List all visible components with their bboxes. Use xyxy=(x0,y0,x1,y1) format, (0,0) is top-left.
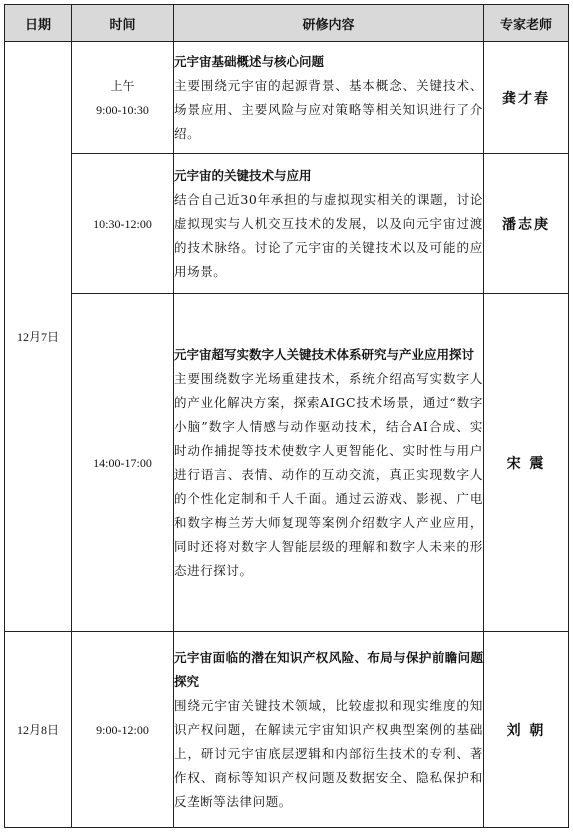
session-title: 元宇宙面临的潜在知识产权风险、布局与保护前瞻问题探究 xyxy=(174,649,483,689)
time-cell xyxy=(72,154,174,294)
expert-name: 刘 朝 xyxy=(484,632,569,828)
table-row xyxy=(5,632,569,828)
date-cell-dec8: 12月8日 xyxy=(5,632,72,828)
table-row xyxy=(5,294,569,632)
content-cell xyxy=(174,294,484,632)
content-cell xyxy=(174,154,484,294)
table-row xyxy=(5,154,569,294)
expert-name: 宋 震 xyxy=(484,294,569,632)
expert-name: 潘志庚 xyxy=(484,154,569,294)
header-time: 时间 xyxy=(72,5,174,42)
table-row xyxy=(5,42,569,154)
session-description: 结合自己近30年承担的与虚拟现实相关的课题，讨论虚拟现实与人机交互技术的发展，以及向元宇宙过渡的技术脉络。讨论了元宇宙的关键技术以及可能的应用场景。 xyxy=(174,191,483,279)
time-cell xyxy=(72,632,174,828)
expert-name: 龚才春 xyxy=(484,42,569,154)
date-cell-dec7: 12月7日 xyxy=(5,42,72,632)
content-cell xyxy=(174,42,484,154)
session-description: 主要围绕元宇宙的起源背景、基本概念、关键技术、场景应用、主要风险与应对策略等相关知识进行了介绍。 xyxy=(174,77,483,141)
header-row xyxy=(5,5,569,42)
time-range: 14:00-17:00 xyxy=(93,455,152,470)
header-content: 研修内容 xyxy=(174,5,484,42)
header-expert: 专家老师 xyxy=(484,5,569,42)
time-cell xyxy=(72,42,174,154)
session-description: 主要围绕数字光场重建技术，系统介绍高写实数字人的产业化解决方案，探索AIGC技术场景，通过“数字小脑”数字人情感与动作驱动技术，结合AI合成、实时动作捕捉等技术使数字人更智能化、实时性与用户进行语言、表情、动作的互动交流，真正实现数字人的个性化定制和千人千面。通过云游戏、影视、广电和数字梅兰芳大师复现等案例介绍数字人产业应用，同时还将对数字人智能层级的理解和数字人未来的形态进行探讨。 xyxy=(174,370,483,578)
session-title: 元宇宙的关键技术与应用 xyxy=(174,167,312,183)
header-date: 日期 xyxy=(5,5,72,42)
session-description: 围绕元宇宙关键技术领域，比较虚拟和现实维度的知识产权问题，在解读元宇宙知识产权典型案例的基础上，研讨元宇宙底层逻辑和内部衍生技术的专利、著作权、商标等知识产权问题及数据安全、隐私保护和反垄断等法律问题。 xyxy=(174,697,483,809)
content-cell xyxy=(174,632,484,828)
session-title: 元宇宙基础概述与核心问题 xyxy=(174,53,325,69)
time-cell xyxy=(72,294,174,632)
time-period-label: 上午 xyxy=(110,78,135,93)
time-range: 9:00-10:30 xyxy=(96,102,149,117)
session-title: 元宇宙超写实数字人关键技术体系研究与产业应用探讨 xyxy=(174,346,475,362)
time-range: 9:00-12:00 xyxy=(96,722,149,737)
schedule-table xyxy=(4,4,569,828)
time-range: 10:30-12:00 xyxy=(93,216,152,231)
